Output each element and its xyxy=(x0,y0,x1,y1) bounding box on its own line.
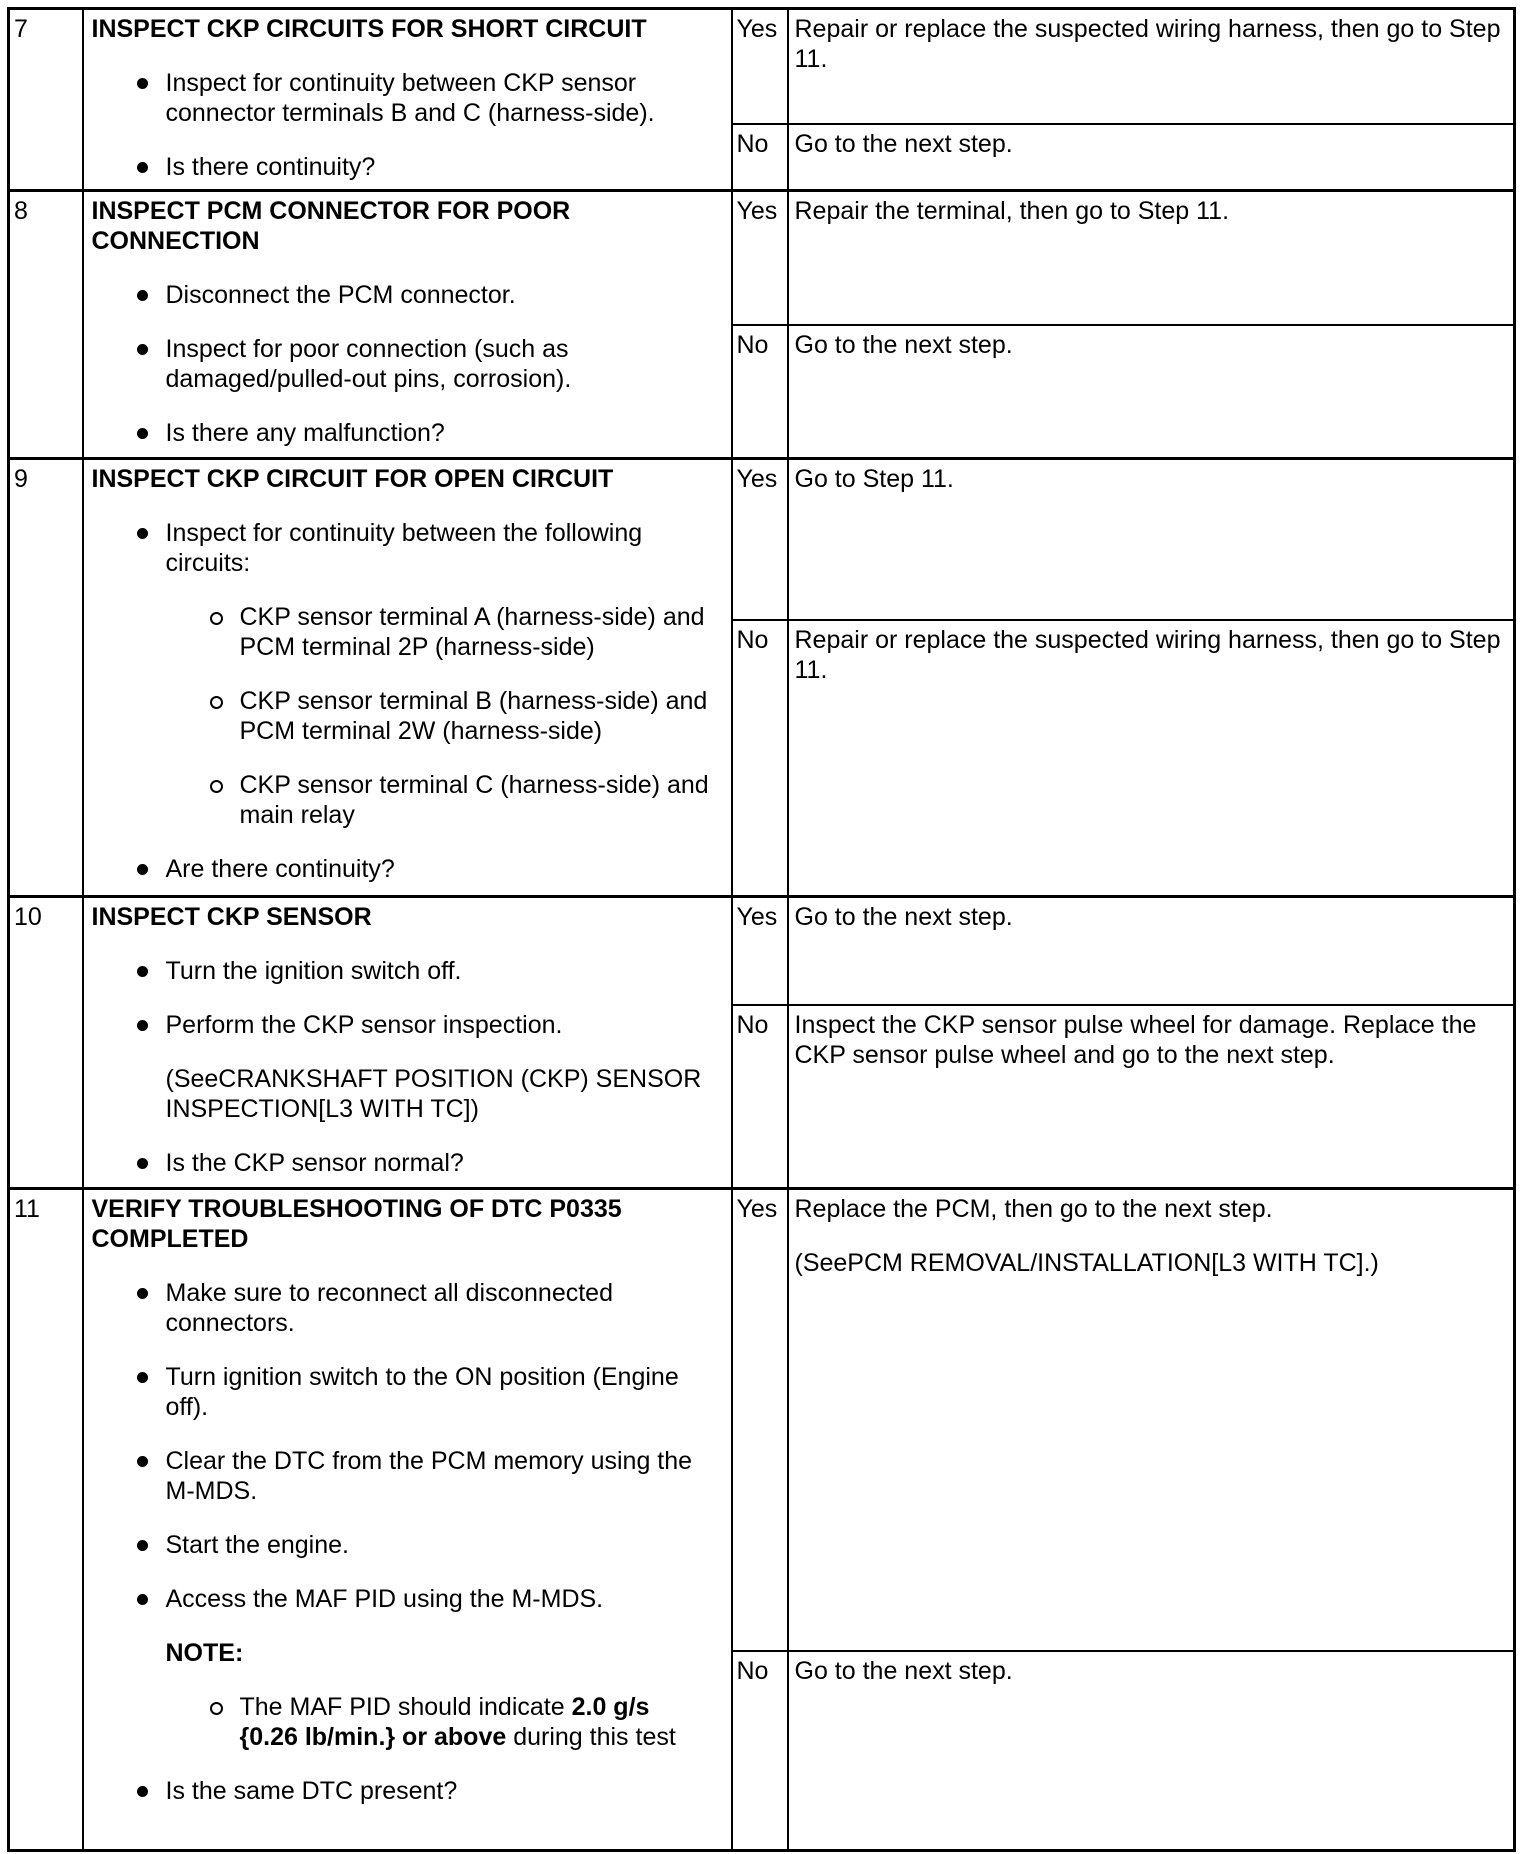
step-number: 11 xyxy=(9,1189,83,1851)
question-item: Is the CKP sensor normal? xyxy=(92,1148,713,1178)
yes-result: Go to the next step. xyxy=(788,897,1515,1005)
yes-label: Yes xyxy=(732,9,788,124)
instruction-item: Inspect for poor connection (such as damaged/pulled-out pins, corrosion). xyxy=(92,334,713,394)
step-number: 9 xyxy=(9,459,83,897)
no-result: Go to the next step. xyxy=(788,124,1515,191)
circuit-item: CKP sensor terminal C (harness-side) and main relay xyxy=(166,770,713,830)
note-label: NOTE: xyxy=(165,1639,244,1667)
circuit-list xyxy=(166,602,713,830)
instruction-text: Access the MAF PID using the M-MDS. xyxy=(165,1585,604,1613)
question-item: Is the same DTC present? xyxy=(92,1776,713,1806)
yes-label: Yes xyxy=(732,897,788,1005)
note-text-pre: The MAF PID should indicate xyxy=(239,1693,572,1721)
instruction-item: Turn ignition switch to the ON position (Engine off). xyxy=(92,1362,713,1422)
note-item xyxy=(166,1692,713,1752)
instruction-text: Inspect for continuity between the following circuits: xyxy=(165,519,643,577)
step-7-row xyxy=(9,9,1515,124)
step-number: 8 xyxy=(9,191,83,459)
step-11-row xyxy=(9,1189,1515,1651)
instruction-item: Start the engine. xyxy=(92,1530,713,1560)
step-11-action xyxy=(83,1189,732,1851)
yes-reference-text: (SeePCM REMOVAL/INSTALLATION[L3 WITH TC].) xyxy=(794,1249,1379,1277)
yes-label: Yes xyxy=(732,459,788,620)
instruction-item xyxy=(92,518,713,830)
instruction-item xyxy=(92,1584,713,1752)
no-result: Go to the next step. xyxy=(788,1651,1515,1851)
step-title: VERIFY TROUBLESHOOTING OF DTC P0335 COMPLETED xyxy=(91,1195,622,1253)
no-label: No xyxy=(732,1651,788,1851)
yes-result: Repair or replace the suspected wiring harness, then go to Step 11. xyxy=(788,9,1515,124)
question-item: Is there continuity? xyxy=(92,152,713,182)
troubleshooting-table xyxy=(7,7,1516,1852)
note-spec-value: 2.0 g/s {0.26 lb/min.} or above xyxy=(239,1693,650,1751)
step-8-action xyxy=(83,191,732,459)
question-item: Is there any malfunction? xyxy=(92,418,713,448)
instruction-item: Turn the ignition switch off. xyxy=(92,956,713,986)
note-list xyxy=(166,1692,713,1752)
yes-result xyxy=(788,1189,1515,1651)
yes-result-text: Replace the PCM, then go to the next step. xyxy=(794,1195,1273,1223)
step-title: INSPECT CKP CIRCUITS FOR SHORT CIRCUIT xyxy=(91,15,647,43)
instruction-item: Disconnect the PCM connector. xyxy=(92,280,713,310)
instruction-item xyxy=(92,1010,713,1124)
no-label: No xyxy=(732,1005,788,1189)
step-9-action xyxy=(83,459,732,897)
step-number: 7 xyxy=(9,9,83,191)
step-8-row xyxy=(9,191,1515,325)
yes-label: Yes xyxy=(732,191,788,325)
instruction-text: Perform the CKP sensor inspection. xyxy=(165,1011,563,1039)
step-10-action xyxy=(83,897,732,1189)
instruction-item: Clear the DTC from the PCM memory using the M-MDS. xyxy=(92,1446,713,1506)
question-item: Are there continuity? xyxy=(92,854,713,884)
yes-label: Yes xyxy=(732,1189,788,1651)
circuit-item: CKP sensor terminal A (harness-side) and PCM terminal 2P (harness-side) xyxy=(166,602,713,662)
reference-text: (SeeCRANKSHAFT POSITION (CKP) SENSOR INSPECTION[L3 WITH TC]) xyxy=(165,1065,702,1123)
no-result: Inspect the CKP sensor pulse wheel for damage. Replace the CKP sensor pulse wheel and go to the next step. xyxy=(788,1005,1515,1189)
yes-result: Go to Step 11. xyxy=(788,459,1515,620)
step-title: INSPECT CKP CIRCUIT FOR OPEN CIRCUIT xyxy=(91,465,614,493)
no-result: Repair or replace the suspected wiring harness, then go to Step 11. xyxy=(788,620,1515,897)
no-result: Go to the next step. xyxy=(788,325,1515,459)
no-label: No xyxy=(732,620,788,897)
circuit-item: CKP sensor terminal B (harness-side) and PCM terminal 2W (harness-side) xyxy=(166,686,713,746)
yes-result: Repair the terminal, then go to Step 11. xyxy=(788,191,1515,325)
note-text-post: during this test xyxy=(506,1723,676,1751)
no-label: No xyxy=(732,325,788,459)
instruction-item: Inspect for continuity between CKP sensor connector terminals B and C (harness-side). xyxy=(92,68,713,128)
step-9-row xyxy=(9,459,1515,620)
step-7-action xyxy=(83,9,732,191)
no-label: No xyxy=(732,124,788,191)
step-title: INSPECT PCM CONNECTOR FOR POOR CONNECTION xyxy=(91,197,571,255)
step-title: INSPECT CKP SENSOR xyxy=(91,903,372,931)
step-number: 10 xyxy=(9,897,83,1189)
instruction-item: Make sure to reconnect all disconnected connectors. xyxy=(92,1278,713,1338)
step-10-row xyxy=(9,897,1515,1005)
